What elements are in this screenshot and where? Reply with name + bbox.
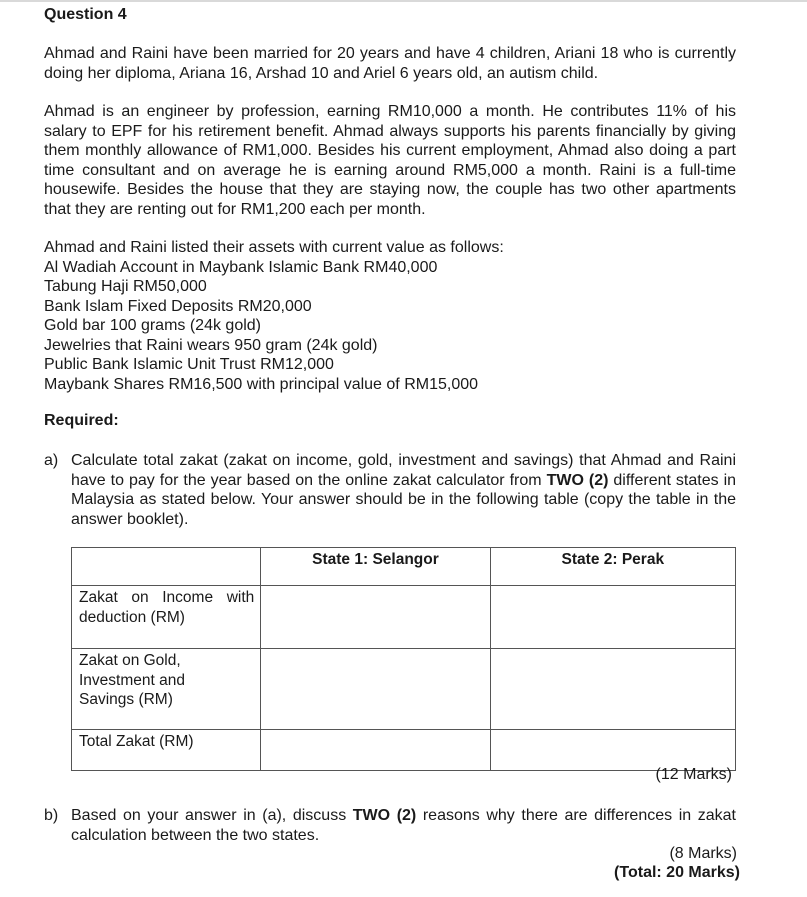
row-label-income-text: Zakat on Income with deduction (RM) xyxy=(79,589,255,626)
question-title: Question 4 xyxy=(44,6,127,23)
table-header-row xyxy=(72,548,736,586)
row-label-gold xyxy=(72,649,261,730)
asset-item: Public Bank Islamic Unit Trust RM12,000 xyxy=(44,356,334,373)
table-header-cell-empty xyxy=(72,548,261,586)
table-row xyxy=(72,586,736,649)
asset-item: Bank Islam Fixed Deposits RM20,000 xyxy=(44,297,312,315)
asset-list xyxy=(44,258,736,395)
part-a-text-after: different states in Malaysia as stated below. Your answer should be in the following table (copy the table in the answer booklet). xyxy=(71,471,737,528)
row-label-gold-text: Zakat on Gold, Investment and Savings (RM) xyxy=(79,652,185,708)
row-label-total xyxy=(72,730,261,771)
table-cell-perak-income xyxy=(490,586,735,649)
part-a-bold: TWO (2) xyxy=(546,471,609,489)
top-divider xyxy=(0,0,807,2)
required-heading: Required: xyxy=(44,412,119,429)
asset-item: Tabung Haji RM50,000 xyxy=(44,278,207,295)
family-paragraph: Ahmad and Raini have been married for 20 years and have 4 children, Ariani 18 who is currently doing her diploma, Ariana 16, Arshad 10 and Ariel 6 years old, an autism child. xyxy=(44,45,736,82)
table-row xyxy=(72,730,736,771)
asset-item: Maybank Shares RM16,500 with principal value of RM15,000 xyxy=(44,375,479,393)
asset-item: Jewelries that Raini wears 950 gram (24k gold) xyxy=(44,336,378,354)
part-b-bold: TWO (2) xyxy=(352,807,417,824)
table-cell-perak-gold xyxy=(490,649,735,730)
part-b-marks: (8 Marks) xyxy=(669,845,737,862)
table-cell-selangor-gold xyxy=(261,649,490,730)
asset-item: Al Wadiah Account in Maybank Islamic Bank RM40,000 xyxy=(44,258,438,276)
part-b-text-after: reasons why there are differences in zakat calculation between the two states. xyxy=(71,807,736,844)
part-b-text xyxy=(71,806,736,845)
assets-block xyxy=(44,238,736,394)
income-paragraph: Ahmad is an engineer by profession, earning RM10,000 a month. He contributes 11% of his salary to EPF for his retirement benefit. Ahmad always supports his parents financially by giving them monthly allowance of RM1,000. Besides his current employment, Ahmad also doing a part time consultant and on average he is earning around RM5,000 a month. Raini is a full-time housewife. Besides the house that they are staying now, the couple has two other apartments that they are renting out for RM1,200 each per month. xyxy=(44,103,736,218)
table-cell-selangor-income xyxy=(261,586,490,649)
table-header-perak: State 2: Perak xyxy=(490,548,735,586)
part-a-text xyxy=(71,451,736,529)
zakat-table xyxy=(71,547,736,771)
part-b-marker: b) xyxy=(44,807,59,824)
table-row xyxy=(72,649,736,730)
row-label-total-text: Total Zakat (RM) xyxy=(79,733,194,750)
table-cell-selangor-total xyxy=(261,730,490,771)
part-b-text-before: Based on your answer in (a), discuss xyxy=(71,807,353,824)
table-cell-perak-total xyxy=(490,730,735,771)
row-label-income xyxy=(72,586,261,649)
part-a-marker: a) xyxy=(44,452,59,469)
total-marks: (Total: 20 Marks) xyxy=(614,864,740,881)
asset-item: Gold bar 100 grams (24k gold) xyxy=(44,317,261,334)
part-a-text-before: Calculate total zakat (zakat on income, gold, investment and savings) that Ahmad and Raini have to pay for the year based on the online zakat calculator from xyxy=(71,452,736,489)
table-header-selangor: State 1: Selangor xyxy=(261,548,490,586)
part-a-marks: (12 Marks) xyxy=(655,766,732,783)
assets-intro: Ahmad and Raini listed their assets with current value as follows: xyxy=(44,239,504,256)
